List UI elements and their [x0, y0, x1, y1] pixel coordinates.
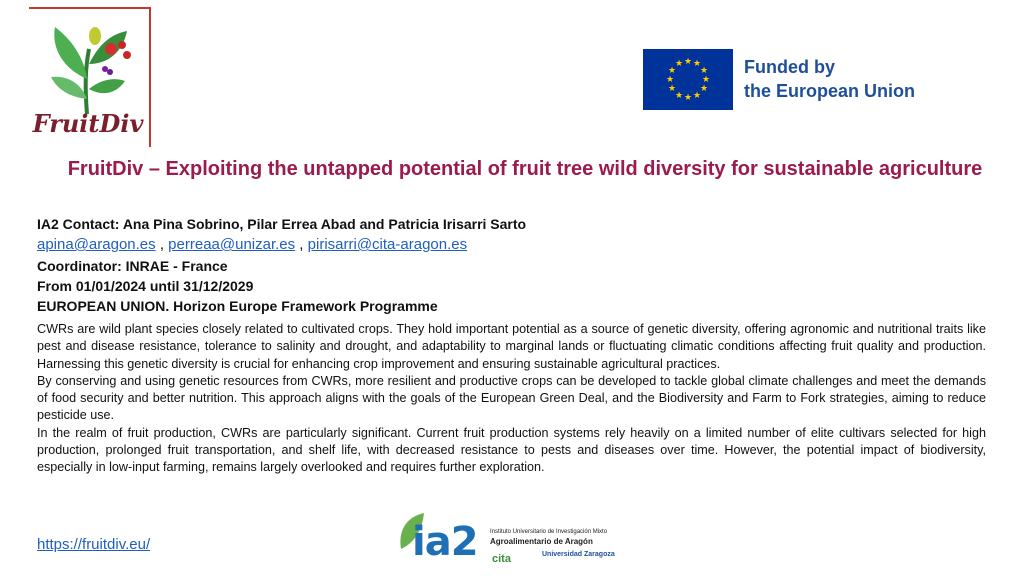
eu-funding-line1: Funded by [744, 57, 835, 77]
cita-logo: cita [492, 553, 511, 565]
email-link-perreaa[interactable]: perreaa@unizar.es [168, 236, 296, 253]
svg-text:★: ★ [683, 56, 693, 66]
eu-funding-badge [643, 49, 943, 111]
project-description [37, 321, 986, 477]
description-paragraph-1: CWRs are wild plant species closely related to cultivated crops. They hold important potential as a source of genetic diversity, offering agronomic and nutritional traits like pest and disease resistance, tolerance to salinity and drought, and adaptability to marginal lands or fluctuating climatic conditions affecting fruit quality and production. Harnessing this genetic diversity is crucial for enhancing crop improvement and ensuring sustainable agricultural practices. [37, 322, 986, 371]
ia2-contact: IA2 Contact: Ana Pina Sobrino, Pilar Errea Abad and Patricia Irisarri Sarto [37, 216, 527, 232]
description-paragraph-3: In the realm of fruit production, CWRs are particularly significant. Current fruit production systems rely heavily on a limited number of elite cultivars selected for high production, prolonged fruit transportation, and shelf life, with decreased resistance to pests and diseases over time. However, the potential impact of biodiversity, especially in low-input farming, remains largely overlooked and requires further exploration. [37, 425, 986, 475]
website-link[interactable]: https://fruitdiv.eu/ [37, 536, 151, 553]
fruitdiv-logo [29, 7, 151, 147]
svg-text:★: ★ [683, 92, 693, 102]
project-dates: From 01/01/2024 until 31/12/2029 [37, 278, 254, 294]
funding-programme: EUROPEAN UNION. Horizon Europe Framework Programme [37, 298, 438, 314]
unizar-logo: Universidad Zaragoza [542, 551, 615, 558]
eu-funding-text [744, 55, 915, 103]
svg-text:★: ★ [692, 90, 702, 100]
svg-text:★: ★ [667, 83, 677, 93]
contact-section [37, 214, 987, 316]
svg-text:★: ★ [692, 58, 702, 68]
svg-text:★: ★ [665, 74, 675, 84]
fruit-tree-icon [29, 9, 147, 119]
ia2-wordmark: ia2 [412, 519, 478, 565]
eu-flag-icon [643, 49, 733, 110]
email-links [37, 234, 987, 256]
svg-text:★: ★ [699, 83, 709, 93]
project-title: FruitDiv – Exploiting the untapped potential of fruit tree wild diversity for sustainable agriculture [67, 158, 983, 180]
svg-text:★: ★ [674, 58, 684, 68]
email-link-pirisarri[interactable]: pirisarri@cita-aragon.es [307, 236, 468, 253]
svg-text:★: ★ [701, 74, 711, 84]
description-paragraph-2: By conserving and using genetic resources from CWRs, more resilient and productive crops can be developed to tackle global climate challenges and meet the demands of food security and better nutrition. This approach aligns with the goals of the European Green Deal, and the Biodiversity and Farm to Fork strategies, aiming to reduce pesticide use. [37, 373, 986, 423]
svg-text:★: ★ [667, 65, 677, 75]
svg-text:★: ★ [674, 90, 684, 100]
email-separator: , [155, 236, 169, 253]
email-link-apina[interactable]: apina@aragon.es [37, 236, 156, 253]
svg-text:★: ★ [699, 65, 709, 75]
ia2-logo [394, 509, 624, 573]
ia2-institute-line1: Instituto Universitario de Investigación Mixto [490, 529, 608, 535]
email-separator: , [295, 236, 308, 253]
logo-wordmark: FruitDiv [32, 109, 144, 138]
eu-funding-line2: the European Union [744, 81, 915, 101]
coordinator: Coordinator: INRAE - France [37, 258, 228, 274]
ia2-institute-line2: Agroalimentario de Aragón [490, 537, 593, 546]
